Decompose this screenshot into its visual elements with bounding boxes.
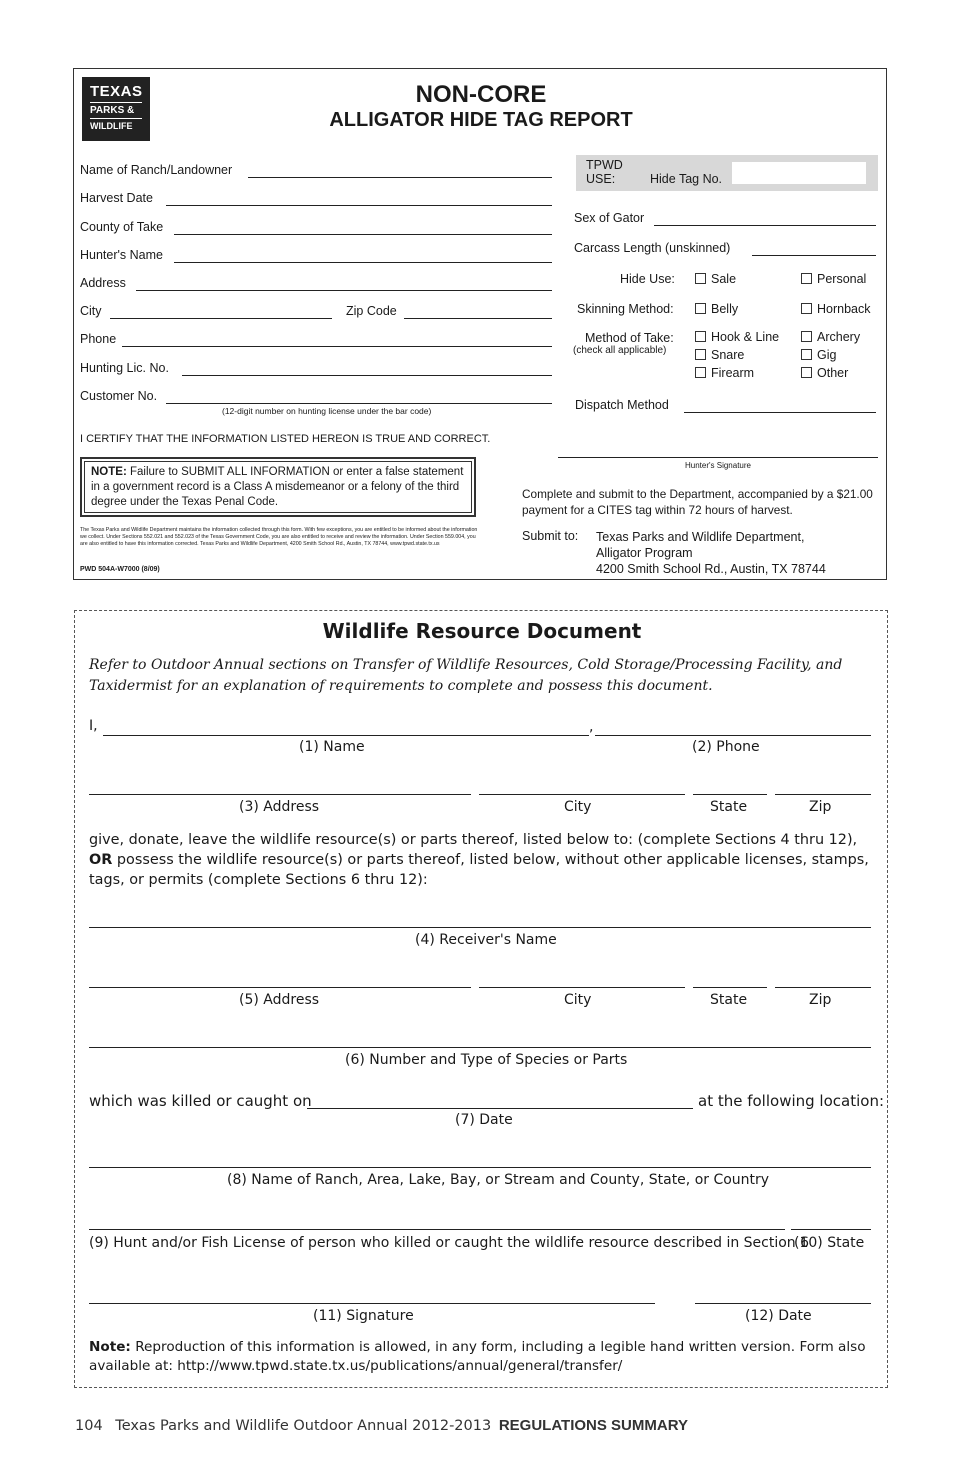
tpwd-logo: TEXAS PARKS & WILDLIFE [82, 77, 150, 141]
address5-field[interactable] [89, 987, 471, 988]
warning-box: NOTE: Failure to SUBMIT ALL INFORMATION or enter a false statement in a government record is a Class A misdemeanor or a felony of the third degree under the Texas Penal Code. [80, 457, 476, 517]
take-sub: (check all applicable) [573, 345, 667, 356]
zip5-field[interactable] [775, 987, 871, 988]
personal-checkbox[interactable]: Personal [801, 272, 866, 286]
state10-field[interactable] [791, 1229, 871, 1230]
license9-caption: (9) Hunt and/or Fish License of person who killed or caught the wildlife resource described in Section 6 [89, 1235, 810, 1251]
give-text: give, donate, leave the wildlife resource(s) or parts thereof, listed below to: (complete Sections 4 thru 12), OR possess the wildlife resource(s) or parts thereof, listed below, without other applicable licenses, stamps, tags, or permits (complete Sections 6 thru 12): [89, 832, 869, 888]
name-field[interactable] [103, 735, 589, 736]
date12-field[interactable] [695, 1303, 871, 1304]
form-title: NON-CORE [415, 81, 547, 108]
footer-text: Texas Parks and Wildlife Outdoor Annual 2012-2013 [115, 1418, 492, 1434]
date7-caption: (7) Date [455, 1112, 513, 1128]
state3-field[interactable] [693, 794, 767, 795]
date12-caption: (12) Date [745, 1308, 812, 1324]
state5-caption: State [710, 992, 748, 1008]
zip-label: Zip Code [346, 304, 397, 318]
phone-label: Phone [80, 332, 117, 346]
address3-caption: (3) Address [239, 799, 320, 815]
wrd-title: Wildlife Resource Document [322, 619, 642, 643]
form-number: PWD 504A-W7000 (8/09) [80, 566, 160, 573]
address5-caption: (5) Address [239, 992, 320, 1008]
city5-field[interactable] [479, 987, 685, 988]
address-field[interactable] [136, 290, 552, 291]
page-footer [75, 1417, 688, 1434]
signature11-field[interactable] [89, 1303, 655, 1304]
submit-label: Submit to: [522, 529, 579, 543]
checkbox-icon[interactable] [801, 367, 812, 378]
zip-field[interactable] [404, 318, 552, 319]
state3-caption: State [710, 799, 748, 815]
date7-field[interactable] [307, 1108, 693, 1109]
harvest-date-field[interactable] [166, 205, 552, 206]
phone-field[interactable] [595, 735, 871, 736]
privacy-text: The Texas Parks and Wildlife Department maintains the information collected through this form. With few exceptions, you are entitled to be informed about the information we collect. Under Sections 552.021 and 552.023 of the Texas Government Code, you are also entitled to receive and review the information. Under Section 559.004, you are also entitled to have this information corrected. Texas Parks and Wildlife Department, 4200 Smith School Rd., Austin, TX 78744, www.tpwd.state.tx.us [80, 527, 478, 548]
harvest-date-label: Harvest Date [80, 191, 153, 205]
hunting-lic-field[interactable] [182, 375, 552, 376]
name-caption: (1) Name [299, 739, 365, 755]
sale-checkbox[interactable]: Sale [695, 272, 736, 286]
hide-use-label: Hide Use: [620, 272, 675, 286]
state5-field[interactable] [693, 987, 767, 988]
certify-text: I CERTIFY THAT THE INFORMATION LISTED HEREON IS TRUE AND CORRECT. [80, 433, 491, 445]
checkbox-icon[interactable] [695, 349, 706, 360]
belly-checkbox[interactable]: Belly [695, 302, 738, 316]
dispatch-field[interactable] [684, 412, 876, 413]
footer-bold: REGULATIONS SUMMARY [498, 1417, 688, 1434]
zip3-caption: Zip [809, 799, 832, 815]
form-subtitle: ALLIGATOR HIDE TAG REPORT [329, 109, 633, 131]
ranch-field[interactable] [248, 177, 552, 178]
hunting-lic-label: Hunting Lic. No. [80, 361, 169, 375]
customer-no-field[interactable] [166, 403, 552, 404]
checkbox-icon[interactable] [801, 273, 812, 284]
snare-checkbox[interactable]: Snare [695, 348, 744, 362]
checkbox-icon[interactable] [695, 331, 706, 342]
tpwd-use-box: TPWD USE: Hide Tag No. [576, 155, 878, 191]
state10-caption: (10) State [794, 1235, 865, 1251]
hook-line-checkbox[interactable]: Hook & Line [695, 330, 779, 344]
ranch-label: Name of Ranch/Landowner [80, 163, 233, 177]
city-label: City [80, 304, 102, 318]
complete-text: Complete and submit to the Department, accompanied by a $21.00 payment for a CITES tag within 72 hours of harvest. [522, 487, 873, 517]
hunter-name-field[interactable] [174, 262, 552, 263]
submit-address: Texas Parks and Wildlife Department, Alligator Program 4200 Smith School Rd., Austin, TX 78744 [596, 530, 826, 576]
customer-no-note: (12-digit number on hunting license under the bar code) [222, 406, 432, 416]
species-field[interactable] [89, 1047, 871, 1048]
species-caption: (6) Number and Type of Species or Parts [345, 1052, 628, 1068]
dispatch-label: Dispatch Method [575, 398, 669, 412]
phone-caption: (2) Phone [692, 739, 760, 755]
checkbox-icon[interactable] [801, 331, 812, 342]
signature11-caption: (11) Signature [313, 1308, 414, 1324]
hunter-signature-field[interactable] [558, 457, 878, 458]
zip5-caption: Zip [809, 992, 832, 1008]
address3-field[interactable] [89, 794, 471, 795]
wrd-intro: Refer to Outdoor Annual sections on Transfer of Wildlife Resources, Cold Storage/Processing Facility, and Taxidermist for an explanation of requirements to complete and possess this document. [89, 657, 843, 694]
skinning-label: Skinning Method: [577, 302, 674, 316]
hide-tag-label: Hide Tag No. [650, 172, 723, 186]
county-field[interactable] [174, 234, 552, 235]
zip3-field[interactable] [775, 794, 871, 795]
customer-no-label: Customer No. [80, 389, 158, 403]
city-field[interactable] [110, 318, 332, 319]
city3-caption: City [564, 799, 592, 815]
city5-caption: City [564, 992, 592, 1008]
address-label: Address [80, 276, 126, 290]
page-number: 104 [75, 1418, 103, 1434]
other-checkbox[interactable]: Other [801, 366, 848, 380]
gig-checkbox[interactable]: Gig [801, 348, 836, 362]
county-label: County of Take [80, 220, 164, 234]
receiver-caption: (4) Receiver's Name [415, 932, 557, 948]
carcass-label: Carcass Length (unskinned) [574, 241, 731, 255]
sex-label: Sex of Gator [574, 211, 645, 225]
checkbox-icon[interactable] [695, 367, 706, 378]
hunter-name-label: Hunter's Name [80, 248, 163, 262]
license9-field[interactable] [89, 1229, 785, 1230]
city3-field[interactable] [479, 794, 685, 795]
checkbox-icon[interactable] [695, 273, 706, 284]
i-label: I, [89, 718, 98, 734]
archery-checkbox[interactable]: Archery [801, 330, 860, 344]
wrd-note: Note: Reproduction of this information is allowed, in any form, including a legible hand written version. Form also available at: http://www.tpwd.state.tx.us/publications/annual/general/transfer/ [89, 1339, 866, 1374]
killed-label: which was killed or caught on [89, 1092, 312, 1110]
firearm-checkbox[interactable]: Firearm [695, 366, 754, 380]
hunter-signature-label: Hunter's Signature [684, 461, 751, 470]
wildlife-resource-document: Wildlife Resource Document Refer to Outdoor Annual sections on Transfer of Wildlife Resources, Cold Storage/Processing Facility, and Taxidermist for an explanation of requirements to complete and possess this document. I, , (1) Name (2) Phone (3) Address City State Zip give, donate, leave the wildlife resource(s) or parts thereof, listed below to: (complete Sections 4 thru 12), OR possess the wildlife resource(s) or parts thereof, listed below, without other applicable licenses, stamps, tags, or permits (complete Sections 6 thru 12): (4) Receiver's Name (5) Address City State Zip (6) Number and Type of Species or Parts which was killed or caught on at the following location: (7) Date (8) Name of Ranch, Area, Lake, Bay, or Stream and County, State, or Country (9) Hunt and/or Fish License of person who killed or caught the wildlife resource described in Section 6 (10) State (11) Signature (12) Date Note: Reproduction of this information is allowed, in any form, including a legible hand written version. Form also available at: http://www.tpwd.state.tx.us/publications/annual/general/transfer/ [74, 610, 888, 1388]
phone-field[interactable] [122, 346, 552, 347]
ranch8-caption: (8) Name of Ranch, Area, Lake, Bay, or Stream and County, State, or Country [227, 1172, 770, 1188]
checkbox-icon[interactable] [801, 349, 812, 360]
alligator-hide-tag-form [73, 68, 887, 580]
hornback-checkbox[interactable]: Hornback [801, 302, 871, 316]
checkbox-icon[interactable] [801, 303, 812, 314]
ranch8-field[interactable] [89, 1167, 871, 1168]
hide-tag-field[interactable] [732, 162, 866, 184]
location-label: at the following location: [698, 1092, 884, 1110]
take-label: Method of Take: [585, 331, 674, 345]
carcass-field[interactable] [752, 255, 876, 256]
receiver-field[interactable] [89, 927, 871, 928]
checkbox-icon[interactable] [695, 303, 706, 314]
sex-field[interactable] [654, 225, 876, 226]
